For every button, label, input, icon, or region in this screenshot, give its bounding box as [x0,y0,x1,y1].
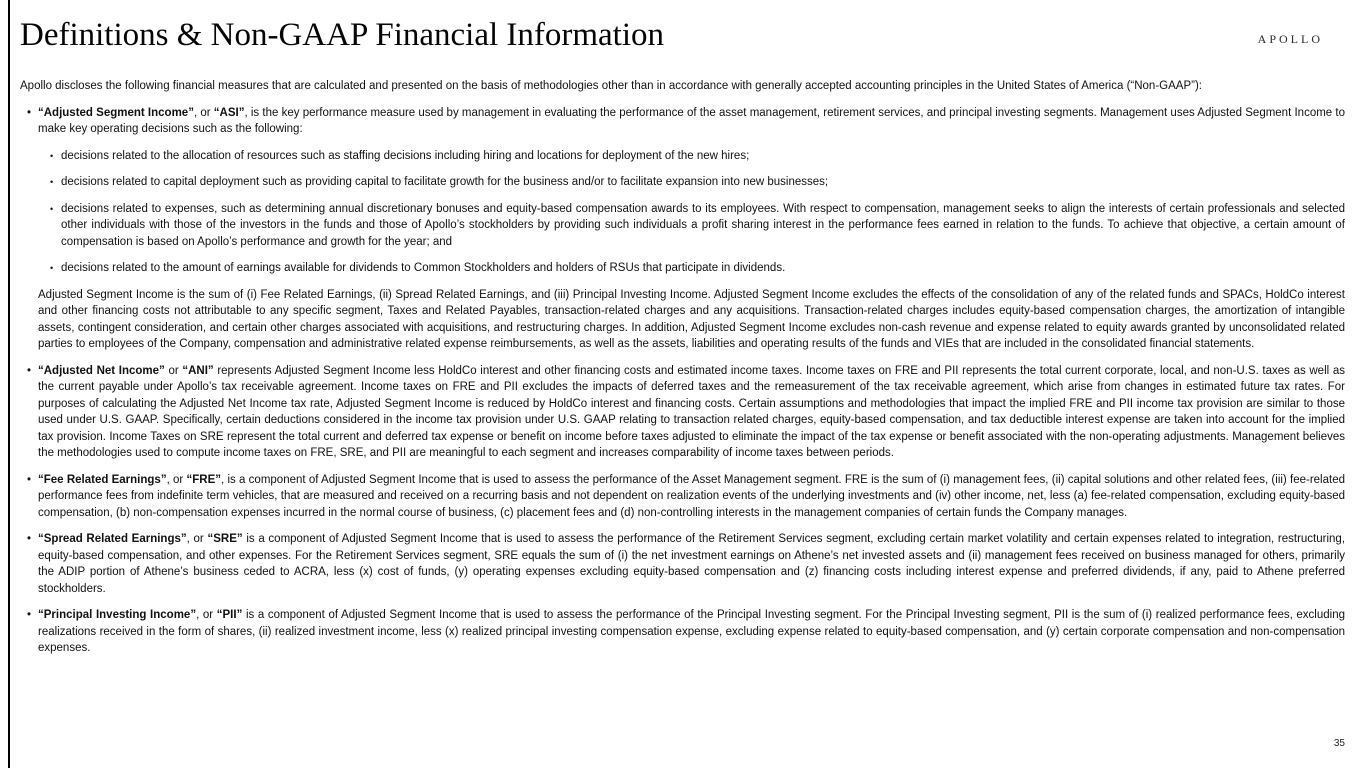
bullet-icon: • [50,203,54,214]
bullet-principal-investing-income [20,607,1345,657]
apollo-logo: APOLLO [1257,32,1323,46]
sub-bullet-capital-deployment [20,174,1345,191]
connector-text: , or [166,473,187,486]
asi-continuation-paragraph: Adjusted Segment Income is the sum of (i) Fee Related Earnings, (ii) Spread Related Earnings, and (iii) Principal Investing Income. Adjusted Segment Income excludes the effects of the consolidation of any of the related funds and SPACs, HoldCo interest and other financing costs not attributable to any specific segment, Taxes and Related Payables, transaction-related charges and any acquisitions. Transaction-related charges includes equity-based compensation charges, the amortization of intangible assets, contingent consideration, and certain other charges associated with acquisitions, and restructuring charges. In addition, Adjusted Segment Income excludes non-cash revenue and expense related to equity awards granted by unconsolidated related parties to employees of the Company, compensation and administrative related expense reimbursements, as well as the assets, liabilities and operating results of the funds and VIEs that are included in the consolidated financial statements. [38,288,1345,350]
slide-header [0,0,1365,57]
bullet-spread-related-earnings [20,531,1345,597]
connector-text: , or [186,533,208,545]
left-edge-rule [8,0,10,768]
bullet-icon: • [27,473,32,486]
bullet-icon: • [27,609,32,621]
sub-bullet-text: decisions related to expenses, such as determining annual discretionary bonuses and equity-based compensation awards to its employees. With respect to compensation, management seeks to align the interests of certain professionals and selected other individuals with those of the investors in the funds and those of Apollo’s stockholders by providing such individuals a profit sharing interest in the performance fees earned in relation to the funds. To achieve that objective, a certain amount of compensation is based on Apollo’s performance and growth for the year; and [61,202,1345,248]
bullet-icon: • [27,106,32,119]
sub-bullet-text: decisions related to capital deployment such as providing capital to facilitate growth for the business and/or to facilitate expansion into new businesses; [61,176,829,188]
defined-abbr: “SRE” [207,533,243,545]
defined-abbr: “FRE” [186,473,222,486]
connector-text: , or [196,609,217,621]
bullet-adjusted-net-income [20,363,1345,462]
bullet-text [38,531,1345,597]
bullet-icon: • [27,364,32,377]
defined-term: “Adjusted Net Income” [38,364,165,377]
sub-bullet-expenses [20,201,1345,251]
defined-abbr: “ANI” [182,364,214,377]
sub-bullet-text: decisions related to the allocation of resources such as staffing decisions including hiring and locations for deployment of the new hires; [61,149,750,162]
bullet-text [38,607,1345,657]
bullet-icon: • [50,177,54,187]
connector-text: or [164,364,183,377]
connector-text: , or [193,106,214,119]
bullet-adjusted-segment-income [20,105,1345,138]
bullet-icon: • [27,533,32,545]
defined-abbr: “ASI” [213,106,245,119]
bullet-icon: • [50,263,54,273]
bullet-text [38,472,1345,522]
sub-bullet-resource-allocation [20,148,1345,165]
bullet-text [38,105,1345,138]
sub-bullet-dividends [20,260,1345,277]
slide-body [0,57,1365,657]
defined-term: “Spread Related Earnings” [38,533,187,545]
definition-text: is a component of Adjusted Segment Income that is used to assess the performance of the Retirement Services segment, excluding certain market volatility and certain expenses related to integration, restructuring, equity-based compensation, and other expenses. For the Retirement Services segment, SRE equals the sum of (i) the net investment earnings on Athene’s net invested assets and (ii) management fees received on business managed for others, primarily the ADIP portion of Athene’s business ceded to ACRA, less (x) cost of funds, (y) operating expenses excluding equity-based compensation and (z) financing costs including interest expense and preferred dividends, if any, paid to Athene preferred stockholders. [38,533,1346,595]
bullet-fee-related-earnings [20,472,1345,522]
page-title: Definitions & Non-GAAP Financial Information [20,17,665,53]
page-number: 35 [1333,738,1345,749]
sub-bullet-text: decisions related to the amount of earnings available for dividends to Common Stockholders and holders of RSUs that participate in dividends. [61,262,786,274]
definition-text: represents Adjusted Segment Income less HoldCo interest and other financing costs and estimated income taxes. Income taxes on FRE and PII represents the total current corporate, local, and non-U.S. taxes as well as the current payable under Apollo’s tax receivable agreement. Income taxes on FRE and PII excludes the impacts of deferred taxes and the remeasurement of the tax receivable agreement, which arise from changes in estimated future tax rates. For purposes of calculating the Adjusted Net Income tax rate, Adjusted Segment Income is reduced by HoldCo interest and financing costs. Certain assumptions and methodologies that impact the implied FRE and PII income tax provision are similar to those used under U.S. GAAP. Specifically, certain deductions considered in the income tax provision under U.S. GAAP relating to transaction related charges, equity-based compensation, and tax deductible interest expense are taken into account for the implied tax provision. Income Taxes on SRE represent the total current and deferred tax expense or benefit on income before taxes adjusted to eliminate the impact of the tax expense or benefit associated with the non-operating adjustments. Management believes the methodologies used to compute income taxes on FRE, SRE, and PII are meaningful to each segment and increases comparability of income taxes between periods. [38,364,1345,459]
defined-term: “Principal Investing Income” [38,609,197,621]
definition-text: , is the key performance measure used by management in evaluating the performance of the asset management, retirement services, and principal investing segments. Management uses Adjusted Segment Income to make key operating decisions such as the following: [38,106,1345,135]
defined-term: “Fee Related Earnings” [38,473,167,486]
definition-text: is a component of Adjusted Segment Income that is used to assess the performance of the Principal Investing segment. For the Principal Investing segment, PII is the sum of (i) realized performance fees, excluding realizations received in the form of shares, (ii) realized investment income, less (x) realized principal investing compensation expense, excluding expense related to equity-based compensation, and (y) certain corporate compensation and non-compensation expenses. [38,609,1345,654]
intro-paragraph: Apollo discloses the following financial measures that are calculated and presented on the basis of methodologies other than in accordance with generally accepted accounting principles in the United States of America (“Non-GAAP”): [20,80,1202,92]
defined-term: “Adjusted Segment Income” [38,106,194,119]
bullet-text [38,363,1345,462]
defined-abbr: “PII” [216,609,243,621]
definition-text: , is a component of Adjusted Segment Income that is used to assess the performance of the Asset Management segment. FRE is the sum of (i) management fees, (ii) capital solutions and other related fees, (iii) fee-related performance fees from indefinite term vehicles, that are measured and received on a recurring basis and not dependent on realization events of the underlying investments and (iv) other income, net, less (a) fee-related compensation, excluding equity-based compensation, (b) non-compensation expenses incurred in the normal course of business, (c) placement fees and (d) non-controlling interests in the management companies of certain funds the Company manages. [38,473,1345,519]
bullet-icon: • [50,150,54,161]
